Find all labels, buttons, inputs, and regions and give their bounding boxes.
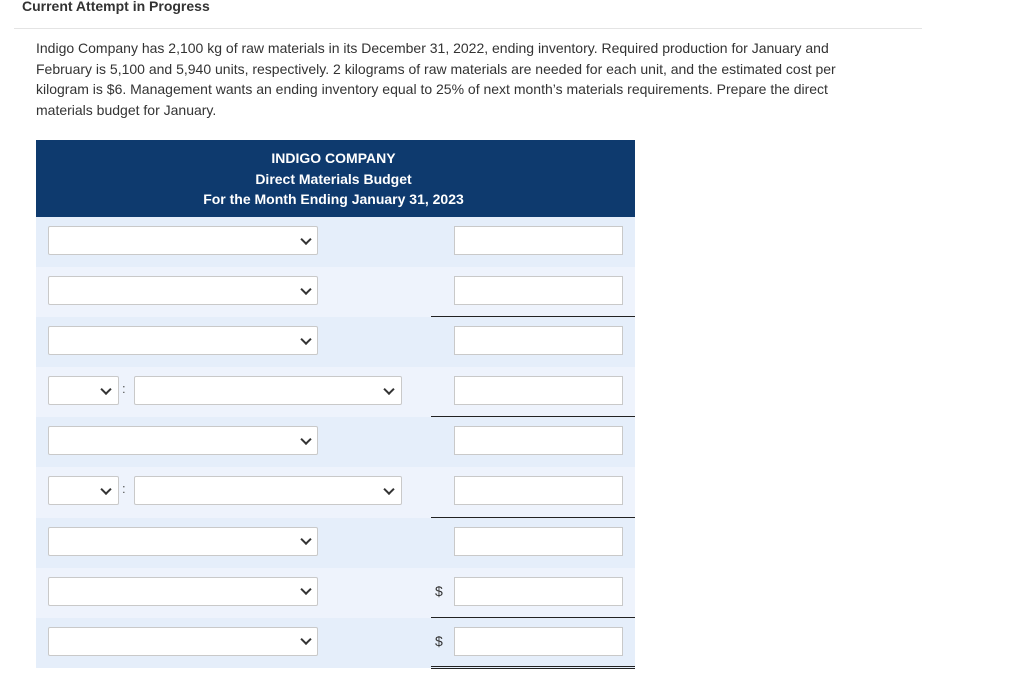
budget-row	[36, 417, 635, 467]
row-label-select[interactable]	[134, 476, 402, 505]
chevron-down-icon	[300, 333, 311, 344]
chevron-down-icon	[100, 484, 111, 495]
amount-input[interactable]	[454, 276, 623, 305]
total-double-underline	[431, 666, 635, 669]
row-label-select[interactable]	[48, 426, 318, 455]
title-divider	[14, 28, 922, 29]
budget-name: Direct Materials Budget	[255, 170, 412, 187]
row-label-select[interactable]	[48, 527, 318, 556]
row-label-select[interactable]	[48, 326, 318, 355]
row-label-select[interactable]	[48, 627, 318, 656]
budget-period: For the Month Ending January 31, 2023	[203, 191, 464, 207]
budget-row	[36, 317, 635, 367]
row-label-select[interactable]	[48, 577, 318, 606]
separator: :	[122, 481, 126, 497]
chevron-down-icon	[300, 534, 311, 545]
chevron-down-icon	[300, 233, 311, 244]
chevron-down-icon	[300, 434, 311, 445]
row-label-select[interactable]	[134, 376, 402, 405]
amount-input[interactable]	[454, 476, 623, 505]
amount-input[interactable]	[454, 376, 623, 405]
budget-row	[36, 518, 635, 568]
budget-header	[36, 140, 635, 217]
chevron-down-icon	[300, 584, 311, 595]
budget-row	[36, 467, 635, 517]
currency-symbol: $	[435, 632, 443, 649]
row-label-select[interactable]	[48, 226, 318, 255]
budget-row	[36, 618, 635, 668]
chevron-down-icon	[300, 283, 311, 294]
problem-statement: Indigo Company has 2,100 kg of raw materials in its December 31, 2022, ending inventory. Required production for January and February is 5,100 and 5,940 units, respectively. 2 kilograms of raw materials are needed for each unit, and the estimated cost per kilogram is $6. Management wants an ending inventory equal to 25% of next month’s materials requirements. Prepare the direct materials budget for January.	[36, 40, 836, 118]
currency-symbol: $	[435, 582, 443, 599]
amount-input[interactable]	[454, 326, 623, 355]
row-label-select[interactable]	[48, 276, 318, 305]
chevron-down-icon	[383, 484, 394, 495]
chevron-down-icon	[383, 384, 394, 395]
company-name: INDIGO COMPANY	[271, 150, 396, 166]
operator-select[interactable]	[48, 376, 119, 405]
separator: :	[122, 381, 126, 397]
direct-materials-budget	[36, 140, 635, 668]
amount-input[interactable]	[454, 577, 623, 606]
budget-row	[36, 367, 635, 417]
amount-input[interactable]	[454, 627, 623, 656]
chevron-down-icon	[100, 384, 111, 395]
budget-row	[36, 568, 635, 618]
page-title: Current Attempt in Progress	[22, 0, 210, 14]
amount-input[interactable]	[454, 226, 623, 255]
budget-row	[36, 217, 635, 267]
amount-input[interactable]	[454, 426, 623, 455]
amount-input[interactable]	[454, 527, 623, 556]
operator-select[interactable]	[48, 476, 119, 505]
chevron-down-icon	[300, 634, 311, 645]
budget-row	[36, 267, 635, 317]
